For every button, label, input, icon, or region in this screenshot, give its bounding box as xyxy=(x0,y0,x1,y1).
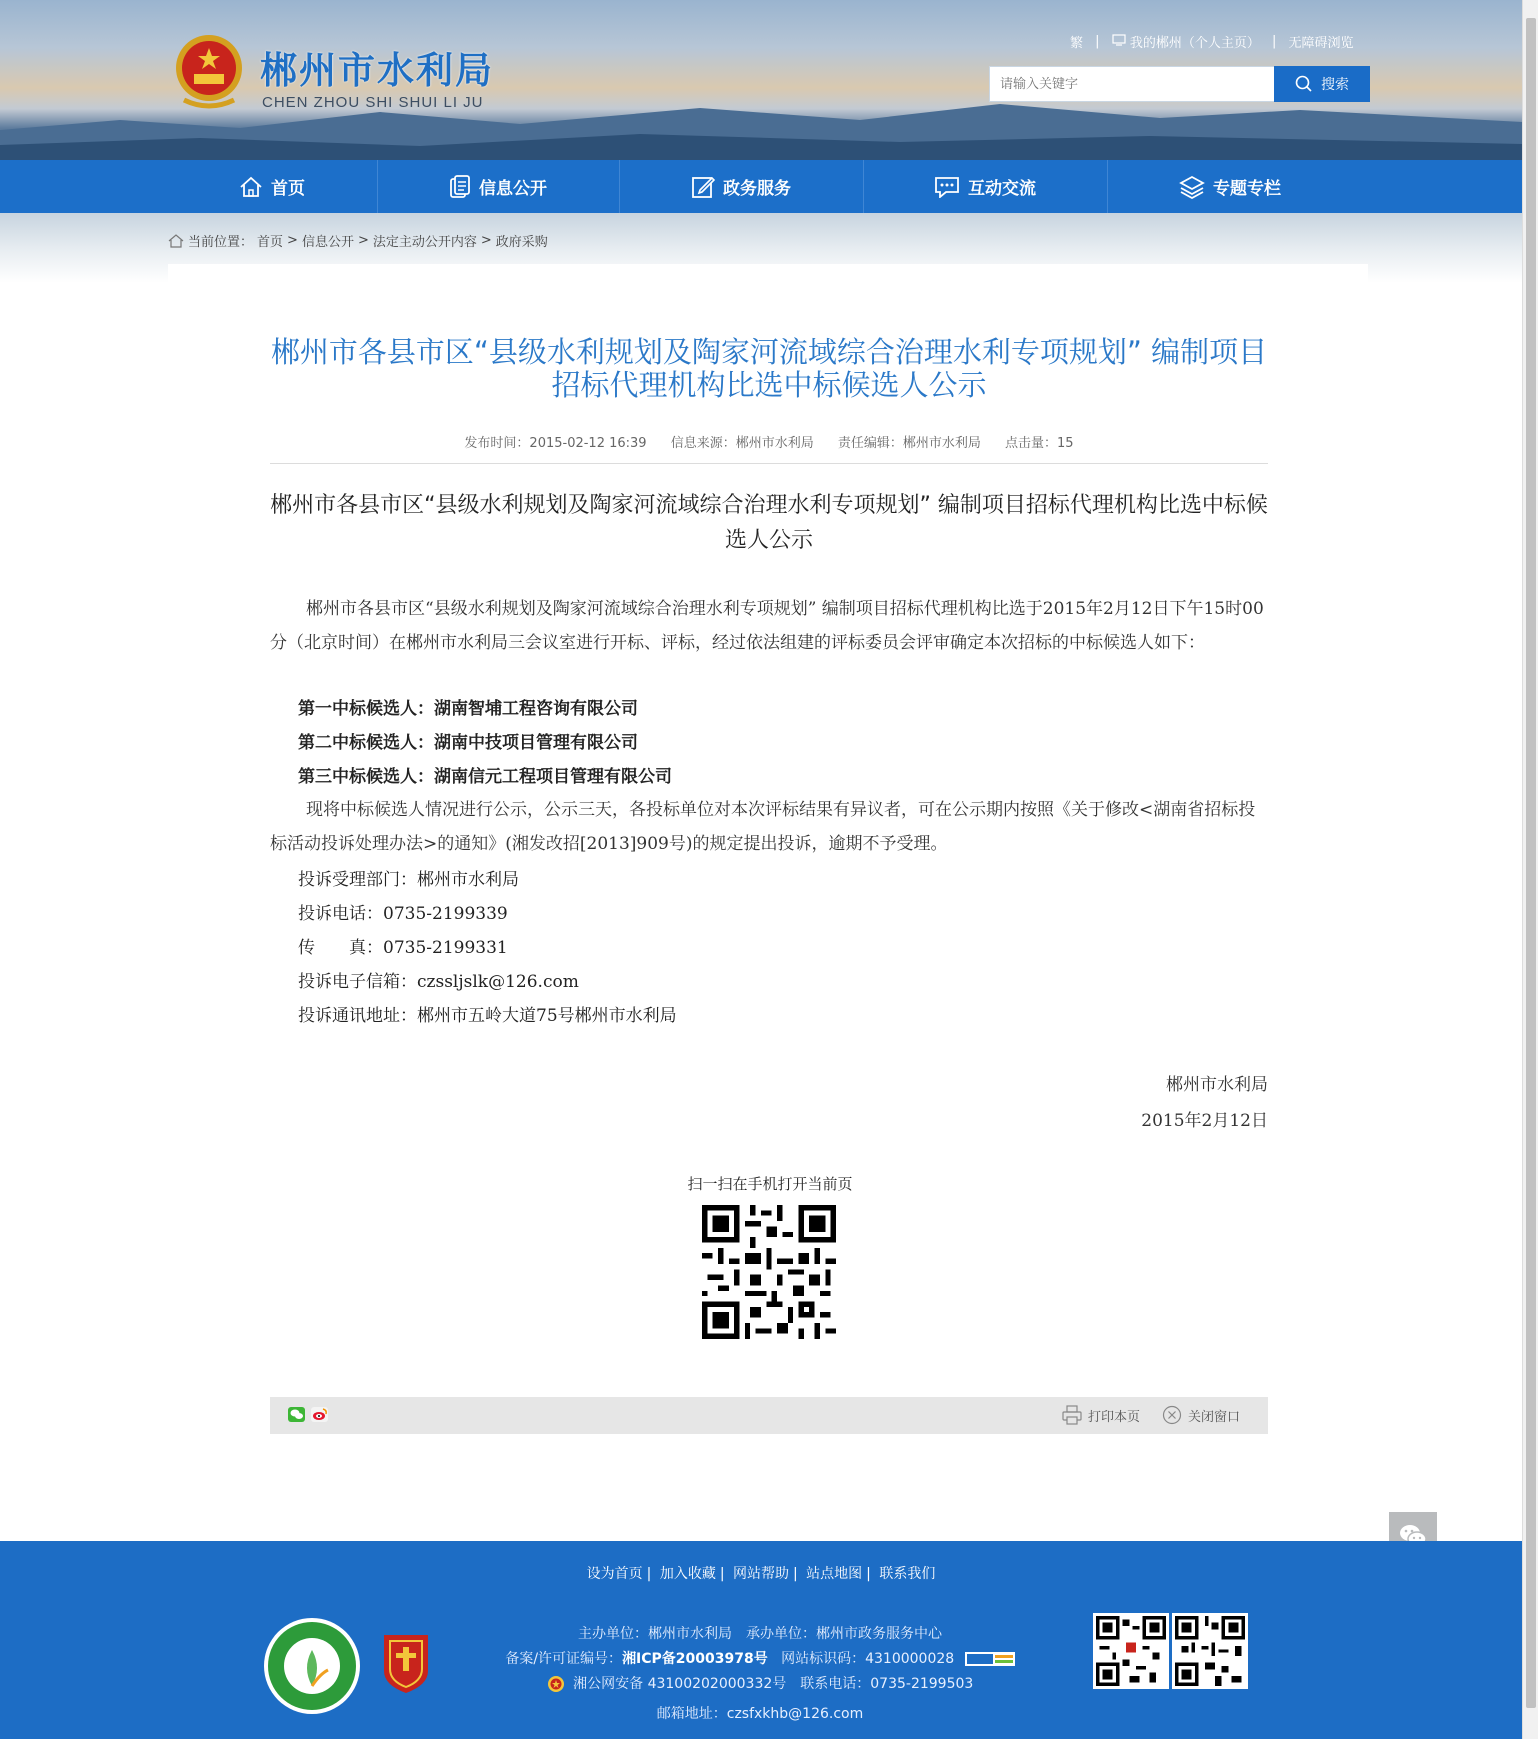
print-page-button[interactable] xyxy=(1062,1405,1140,1425)
search-box xyxy=(989,66,1275,102)
nav-item-info[interactable] xyxy=(378,160,618,213)
nav-item-label: 首页 xyxy=(271,179,305,199)
contact-dept: 投诉受理部门：郴州市水利局 xyxy=(298,870,519,890)
footer-host: 主办单位：郴州市水利局 承办单位：郴州市政务服务中心 xyxy=(578,1626,942,1642)
contact-fax: 传 真：0735-2199331 xyxy=(298,938,508,958)
icp-prefix: 备案/许可证编号： xyxy=(505,1651,623,1667)
home-icon xyxy=(239,176,263,198)
breadcrumb-item-home[interactable]: 首页 xyxy=(257,235,284,250)
layers-icon xyxy=(1179,175,1205,199)
candidate-label: 第一中标候选人： xyxy=(298,699,434,719)
footer-link-help[interactable]: 网站帮助 xyxy=(733,1566,789,1582)
print-label: 打印本页 xyxy=(1088,1409,1141,1425)
breadcrumb-item-info[interactable]: 信息公开 xyxy=(301,235,354,250)
contact-phone: 投诉电话：0735-2199339 xyxy=(298,904,508,924)
breadcrumb-item-statutory[interactable]: 法定主动公开内容 xyxy=(372,235,477,250)
breadcrumb-prefix: 当前位置： xyxy=(188,235,254,250)
document-icon xyxy=(449,175,471,199)
candidate-2 xyxy=(298,726,638,760)
editor: 责任编辑：郴州市水利局 xyxy=(837,436,981,451)
site-header xyxy=(0,0,1522,160)
footer-links: 设为首页 | 加入收藏 | 网站帮助 | 站点地图 | 联系我们 xyxy=(586,1566,936,1582)
article-meta xyxy=(270,432,1268,451)
printer-icon xyxy=(1062,1405,1082,1425)
scrollbar-thumb[interactable] xyxy=(1526,18,1536,1708)
candidate-3 xyxy=(298,760,672,794)
wechat-icon[interactable] xyxy=(288,1407,305,1422)
close-window-button[interactable] xyxy=(1162,1405,1240,1425)
breadcrumb-item-procurement[interactable]: 政府采购 xyxy=(495,235,548,250)
nav-item-label: 互动交流 xyxy=(968,179,1036,199)
paragraph-intro: 郴州市各县市区“县级水利规划及陶家河流域综合治理水利专项规划” 编制项目招标代理机构比选于2015年2月12日下午15时00分（北京时间）在郴州市水利局三会议室进行开标、评标，经过依法组建的评标委员会评审确定本次招标的中标候选人如下： xyxy=(270,599,1264,653)
footer-icp-line xyxy=(420,1648,1100,1668)
footer-link-contact[interactable]: 联系我们 xyxy=(879,1566,936,1582)
close-label: 关闭窗口 xyxy=(1188,1409,1241,1425)
search-icon xyxy=(1295,75,1313,93)
nav-item-home[interactable] xyxy=(168,160,376,213)
nav-item-services[interactable] xyxy=(620,160,862,213)
footer-police-line xyxy=(420,1673,1100,1693)
hit-count: 点击量：15 xyxy=(1005,436,1074,451)
police-badge-icon xyxy=(547,1675,565,1693)
search-button[interactable] xyxy=(1274,66,1370,102)
my-chenzhou-link[interactable]: 我的郴州（个人主页） xyxy=(1129,36,1260,51)
body-title: 郴州市各县市区“县级水利规划及陶家河流域综合治理水利专项规划” 编制项目招标代理机构比选中标候选人公示 xyxy=(270,493,1268,553)
footer-link-sitemap[interactable]: 站点地图 xyxy=(806,1566,863,1582)
icp-link[interactable]: 湘ICP备20003978号 xyxy=(622,1651,768,1667)
signature: 郴州市水利局 xyxy=(1166,1075,1268,1095)
candidate-name: 湖南中技项目管理有限公司 xyxy=(434,733,638,753)
cnzz-badge-icon[interactable] xyxy=(965,1652,1015,1666)
candidate-name: 湖南智埔工程咨询有限公司 xyxy=(434,699,638,719)
signature-date: 2015年2月12日 xyxy=(1141,1111,1268,1131)
search-input[interactable] xyxy=(990,67,1274,101)
monitor-icon xyxy=(1112,34,1126,50)
site-code: 网站标识码：4310000028 xyxy=(781,1651,955,1667)
nav-item-label: 信息公开 xyxy=(479,179,547,199)
breadcrumb-separator: > xyxy=(480,233,492,248)
footer-qr-code-2-icon xyxy=(1172,1613,1248,1689)
article-title: 郴州市各县市区“县级水利规划及陶家河流域综合治理水利专项规划” 编制项目招标代理机构比选中标候选人公示 xyxy=(270,335,1268,402)
chat-icon xyxy=(934,176,960,198)
share-icons xyxy=(288,1407,328,1422)
traditional-chinese-link[interactable]: 繁 xyxy=(1070,36,1084,51)
info-source: 信息来源：郴州市水利局 xyxy=(670,436,814,451)
footer-qr-code-icon xyxy=(1093,1613,1169,1689)
close-icon xyxy=(1162,1405,1182,1425)
site-footer xyxy=(0,1541,1522,1739)
nav-item-label: 专题专栏 xyxy=(1213,179,1281,199)
breadcrumb xyxy=(168,231,548,250)
national-emblem-icon xyxy=(172,32,246,112)
contact-email: 投诉电子信箱：czssljslk@126.com xyxy=(298,972,579,992)
search-button-label: 搜索 xyxy=(1321,77,1349,93)
scrollbar[interactable] xyxy=(1522,0,1538,1739)
paragraph-notice: 现将中标候选人情况进行公示，公示三天，各投标单位对本次评标结果有异议者，可在公示期内按照《关于修改<湖南省招标投标活动投诉处理办法>的通知》(湘发改招[2013]909号)的规定提出投诉，逾期不予受理。 xyxy=(270,800,1256,854)
qr-code-icon xyxy=(702,1205,836,1339)
nav-item-topics[interactable] xyxy=(1108,160,1352,213)
contact-address: 投诉通讯地址：郴州市五岭大道75号郴州市水利局 xyxy=(298,1006,677,1026)
home-icon xyxy=(168,234,184,248)
weibo-icon[interactable] xyxy=(311,1407,328,1422)
edit-icon xyxy=(691,175,715,199)
candidate-name: 湖南信元工程项目管理有限公司 xyxy=(434,767,672,787)
publish-time: 发布时间：2015-02-12 16:39 xyxy=(464,436,647,451)
civilized-website-seal-icon[interactable] xyxy=(262,1616,362,1716)
accessible-browse-link[interactable]: 无障碍浏览 xyxy=(1288,36,1354,51)
nav-item-interaction[interactable] xyxy=(864,160,1106,213)
footer-link-favorite[interactable]: 加入收藏 xyxy=(659,1566,716,1582)
candidate-1 xyxy=(298,692,638,726)
candidate-label: 第二中标候选人： xyxy=(298,733,434,753)
share-bar xyxy=(270,1397,1268,1434)
footer-email: 邮箱地址：czsfxkhb@126.com xyxy=(656,1706,864,1722)
breadcrumb-separator: > xyxy=(357,233,369,248)
site-title: 郴州市水利局 xyxy=(260,49,494,92)
police-record: 湘公网安备 43100202000332号 联系电话：0735-2199503 xyxy=(573,1676,974,1692)
footer-link-homepage[interactable]: 设为首页 xyxy=(586,1566,643,1582)
site-subtitle: CHEN ZHOU SHI SHUI LI JU xyxy=(262,94,484,111)
candidate-label: 第三中标候选人： xyxy=(298,767,434,787)
qr-label: 扫一扫在手机打开当前页 xyxy=(687,1175,853,1193)
nav-item-label: 政务服务 xyxy=(723,179,791,199)
main-nav xyxy=(0,160,1522,213)
divider xyxy=(270,463,1268,464)
top-links: 繁 | 我的郴州（个人主页） | 无障碍浏览 xyxy=(1070,34,1354,51)
breadcrumb-separator: > xyxy=(287,233,298,248)
